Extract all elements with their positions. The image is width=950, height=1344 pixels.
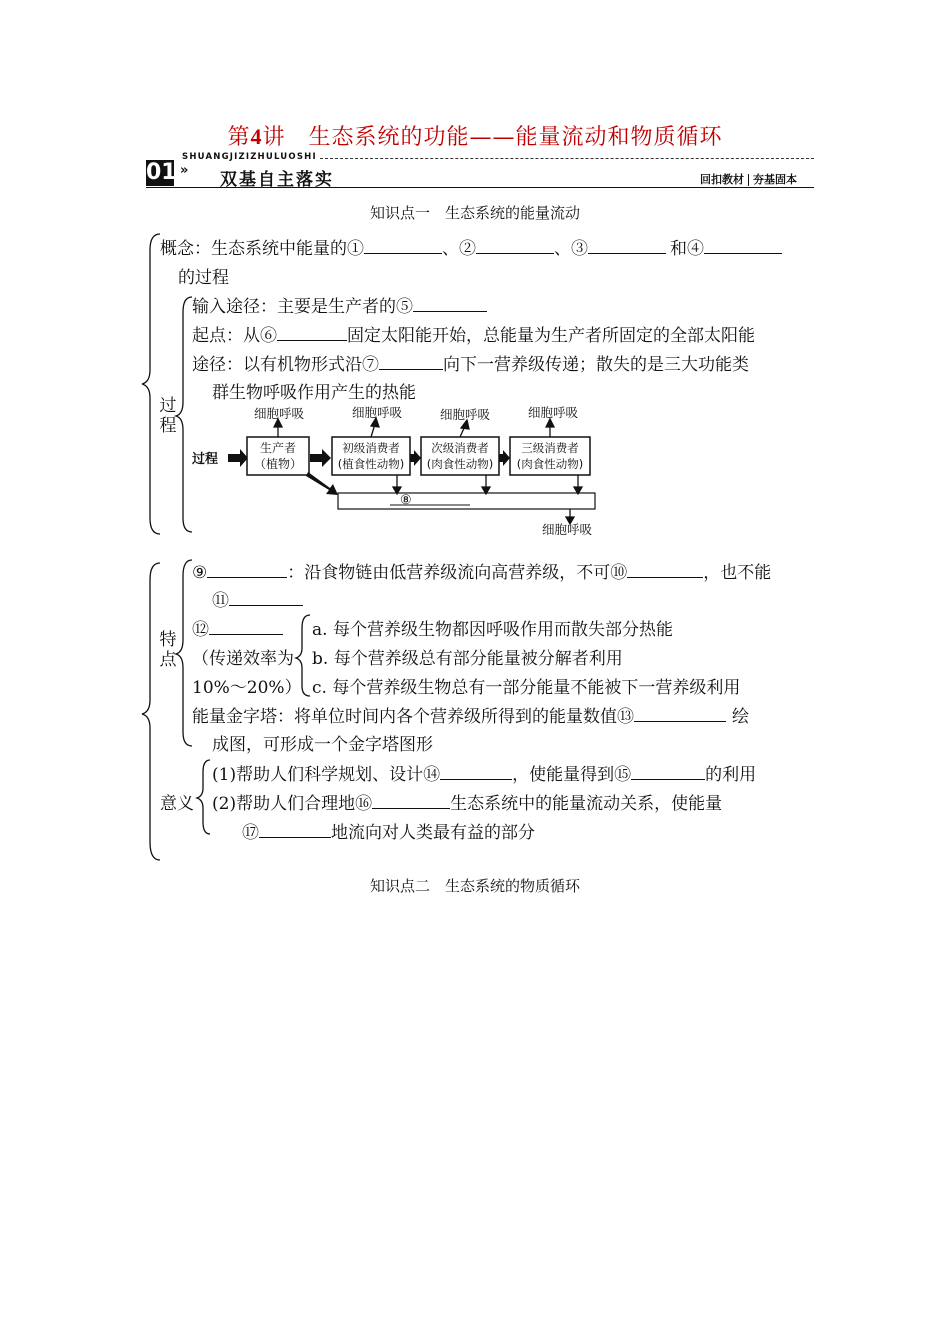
kp1-heading: 知识点一 生态系统的能量流动 bbox=[369, 204, 580, 222]
blank-11[interactable] bbox=[229, 591, 303, 606]
reason-c: c. 每个营养级生物总有一部分能量不能被下一营养级利用 bbox=[312, 678, 741, 698]
blank-15[interactable] bbox=[631, 765, 705, 780]
blank-12[interactable] bbox=[209, 620, 283, 635]
outer-brace-2 bbox=[142, 563, 160, 860]
blank-2[interactable] bbox=[476, 239, 554, 254]
box-tertiary-text: 三级消费者 (肉食性动物) bbox=[516, 441, 584, 471]
feature-9-line: ⑨ ：沿食物链由低营养级流向高营养级，不可⑩ ，也不能 bbox=[192, 563, 772, 583]
kp2-heading: 知识点二 生态系统的物质循环 bbox=[369, 877, 580, 895]
box-decomposer bbox=[338, 493, 595, 509]
blank-6[interactable] bbox=[277, 326, 347, 341]
resp-label-1: 细胞呼吸 bbox=[254, 406, 305, 421]
diagram-process-label: 过程 bbox=[192, 452, 219, 467]
box-producer-text: 生产者 （植物） bbox=[253, 441, 302, 471]
blank-1[interactable] bbox=[364, 239, 442, 254]
meaning-label: 意义 bbox=[160, 794, 194, 814]
path-line: 途径：以有机物形式沿⑦ 向下一营养级传递；散失的是三大功能类 bbox=[192, 355, 749, 375]
blank-14[interactable] bbox=[440, 765, 512, 780]
path-line-2: 群生物呼吸作用产生的热能 bbox=[212, 383, 416, 403]
features-label: 特点 bbox=[159, 630, 177, 670]
resp-label-4: 细胞呼吸 bbox=[528, 405, 579, 420]
blank-17[interactable] bbox=[259, 823, 331, 838]
concept-line-1: 概念：生态系统中能量的① 、② 、③ 和④ bbox=[160, 234, 782, 259]
blank-10[interactable] bbox=[627, 563, 703, 578]
pyramid-line-2: 成图，可形成一个金字塔图形 bbox=[212, 735, 433, 755]
concept-line-2: 的过程 bbox=[178, 268, 229, 288]
arrow-1-2 bbox=[310, 449, 331, 467]
meaning-brace bbox=[197, 760, 210, 834]
section-number: 01 bbox=[146, 160, 177, 185]
box-primary-text: 初级消费者 (植食性动物) bbox=[337, 441, 405, 471]
bottom-resp-label: 细胞呼吸 bbox=[542, 522, 593, 537]
input-line: 输入途径：主要是生产者的⑤ bbox=[192, 292, 487, 317]
features-brace bbox=[176, 560, 192, 746]
page-title: 第4讲 生态系统的功能——能量流动和物质循环 bbox=[227, 124, 723, 150]
input-arrow bbox=[228, 449, 248, 467]
section-tags: 回扣教材 夯基固本 bbox=[700, 173, 797, 186]
arrow-3-4 bbox=[499, 450, 510, 466]
reason-b: b. 每个营养级总有部分能量被分解者利用 bbox=[312, 649, 623, 669]
process-brace bbox=[176, 297, 192, 532]
efficiency-line-2: 10%～20%） bbox=[192, 678, 302, 698]
blank-7[interactable] bbox=[379, 355, 443, 370]
meaning-1: (1)帮助人们科学规划、设计⑭ ，使能量得到⑮ 的利用 bbox=[212, 765, 757, 785]
section-pinyin: SHUANGJIZIZHULUOSHI bbox=[182, 152, 317, 162]
decomposer-label: ⑧ bbox=[400, 493, 412, 508]
start-line: 起点：从⑥ 固定太阳能开始，总能量为生产者所固定的全部太阳能 bbox=[192, 326, 755, 346]
feature-12-line: ⑫ bbox=[192, 615, 283, 640]
feature-11-line: ⑪ bbox=[212, 586, 303, 611]
box-secondary-text: 次级消费者 (肉食性动物) bbox=[426, 441, 494, 471]
blank-16[interactable] bbox=[372, 794, 450, 809]
blank-4[interactable] bbox=[704, 239, 782, 254]
arrow-2-3 bbox=[410, 450, 421, 466]
process-label: 过程 bbox=[159, 396, 177, 436]
chevron-right-icon: » bbox=[180, 163, 189, 178]
resp-label-3: 细胞呼吸 bbox=[440, 407, 491, 422]
resp-label-2: 细胞呼吸 bbox=[352, 405, 403, 420]
pyramid-line-1: 能量金字塔：将单位时间内各个营养级所得到的能量数值⑬ 绘 bbox=[192, 707, 749, 727]
blank-13[interactable] bbox=[634, 707, 726, 722]
blank-3[interactable] bbox=[588, 239, 666, 254]
meaning-2: (2)帮助人们合理地⑯ 生态系统中的能量流动关系，使能量 bbox=[212, 794, 723, 814]
blank-5[interactable] bbox=[413, 297, 487, 312]
reason-a: a. 每个营养级生物都因呼吸作用而散失部分热能 bbox=[312, 620, 673, 640]
section-title: 双基自主落实 bbox=[220, 170, 334, 190]
efficiency-line-1: （传递效率为 bbox=[192, 649, 294, 669]
blank-9[interactable] bbox=[207, 563, 287, 578]
meaning-3: ⑰ 地流向对人类最有益的部分 bbox=[242, 823, 535, 843]
outer-brace-1 bbox=[142, 234, 160, 534]
